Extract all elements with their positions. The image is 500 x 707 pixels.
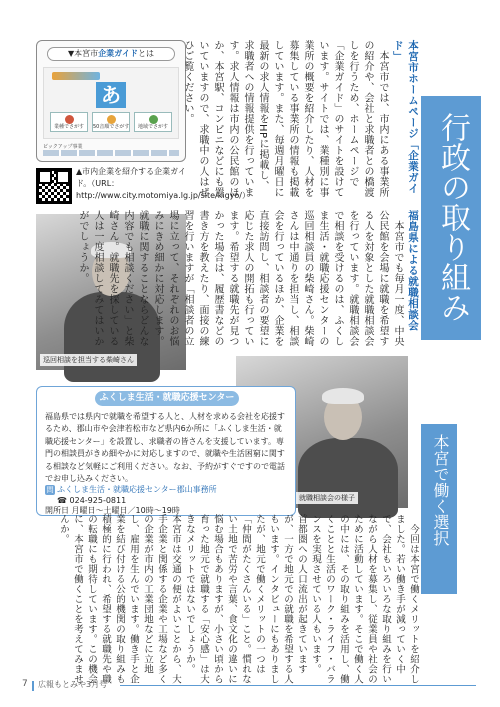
section-title: 行政の取り組み (421, 96, 481, 340)
guide-screenshot (43, 67, 179, 139)
guide-button-kana[interactable]: 50音順でさがす (92, 112, 130, 132)
support-center-body: 福島県では県内で就職を希望する人と、人材を求める会社を応援するため、郡山市や会津若松市など県内6か所に「ふくしま生活・就職応援センター」を設置し、求職者の皆さんを支援しています。専門の相談員がきめ細やかに対応しますので、就職や生活困窮に関する相談など気軽にご利用ください。なお、予約がすぐですので電話でお申し込みください。 (45, 412, 285, 484)
section1-column (182, 40, 420, 200)
footer-divider (32, 681, 34, 691)
guide-title (47, 47, 175, 61)
section-title-work: 本宮で働く選択 (421, 424, 457, 594)
section2-heading: 福島県による就職相談会 (407, 210, 419, 331)
support-center-box (36, 386, 296, 516)
support-center-title: ふくしま生活・就職応援センター (95, 391, 239, 406)
qr-caption: ▲市内企業を紹介する企業ガイド。（URL：http://www.city.motomiya.lg.jp/site/kigyo/） (76, 167, 250, 200)
page-footer (20, 679, 480, 693)
guide-char-tile: あ (96, 82, 126, 108)
footer-rule (120, 685, 476, 686)
support-center-contact (45, 485, 289, 517)
guide-button-industry[interactable]: 業種でさがす (50, 112, 88, 132)
qr-code (36, 168, 72, 204)
guide-pickup-strip (43, 150, 179, 156)
publication-name: 広報もとみや3月号 (38, 680, 108, 689)
photo-counselor-caption: 巡回相談を担当する柴崎さん (40, 354, 137, 366)
photo-consultation-caption: 就職相談会の様子 (296, 492, 358, 504)
section3-column (58, 514, 420, 684)
section1-heading: 本宮市ホームページ「企業ガイド」 (392, 40, 419, 194)
guide-title-suffix: とは (137, 49, 154, 58)
guide-title-highlight: 企業ガイド (98, 49, 138, 58)
section1-body: 本宮市では、市内にある事業所の紹介や、会社と求職者との橋渡しを行うため、ホームページで「企業ガイド」のサイトを設けています。サイトでは、業種別に事業所の概要を紹介したり、人材を募集している事業所の情報も掲載しています。また、毎週月曜日に最新の求人情報をHPに掲載し、求職者への情報提供を行っています。求人情報は市内の公民館のほか、本宮駅、コンビニなどにも置いていますので、求職中の人はぜひご覧ください。 (182, 40, 388, 198)
support-center-phone[interactable]: 024-925-0811 (69, 495, 127, 505)
page-number: 7 (22, 679, 28, 689)
section2-column (77, 210, 420, 348)
guide-pickup (43, 143, 179, 157)
section2-body: 本宮市でも毎月一度、中央公民館を会場に就職を希望する人を対象とした就職相談会を行っています。就職相談会で相談を受けるのは、ふくしま生活・就職応援センターの巡回相談員の柴崎さん。柴崎さんは中通りを担当し、相談会を行っているほか、企業を直接訪問し、相談者の要望に応じた求人の開拓も行っています。希望する就職先が見つかった場合は、履歴書などの書き方を教えたり、面接の練習を行いますが「相談者の立場に立って、それぞれのお悩みにきめ細かに対応します。就職に関することならどんな内容でも相談ください」と柴崎さん。就職先を探している人は一度相談してみてはいかがでしょうか。 (77, 210, 403, 347)
section3-body: 今回は本宮で働くメリットを紹介しました。若い働き手が減っていく中で、会社もいろいろな取り組みを行いながら人材を募集し、従業員や社会のために活動しています。そこで働く人の中には、その取り組みを活用し、働くことと生活のワーク・ライフ・バランスを実現させている人もいます。 首都圏への人口流出が起きていますが、一方で地元での就職を希望する人もいます。インタビューにもありましたが、地元で働くメリットの一つは「仲間がたくさんいる」こと。慣れない土地で苦労や言葉、食文化の違いに悩む場合もありますが、小さい頃から育った地元で就職する「安心感」は大きなメリットではないでしょうか。 本宮市は交通の便がよいことから、大手企業と関係する企業や工場など多くの企業が市内の工業団地などに立地し、雇用を生んでいます。働き手と企業を結び付ける公的機関の取り組みも積極的に行われ、希望する就職先や職の転職にも期待しています。この機会に、本宮市で働くことを考えてみませんか。 (58, 514, 419, 684)
guide-site-logo (52, 72, 100, 80)
guide-pickup-label: ピックアップ事業 (43, 144, 83, 150)
enterprise-guide-panel (36, 40, 186, 162)
guide-title-prefix: ▼本宮市 (68, 49, 99, 58)
inquiry-badge: 問 (46, 486, 54, 494)
support-center-hours: 開所日 月曜日～土曜日／10時～19時 (45, 506, 180, 515)
support-center-name: ふくしま生活・就職応援センター郡山事務所 (57, 485, 217, 494)
phone-icon: ☎ (57, 495, 67, 505)
guide-button-area[interactable]: 地域でさがす (134, 112, 172, 132)
